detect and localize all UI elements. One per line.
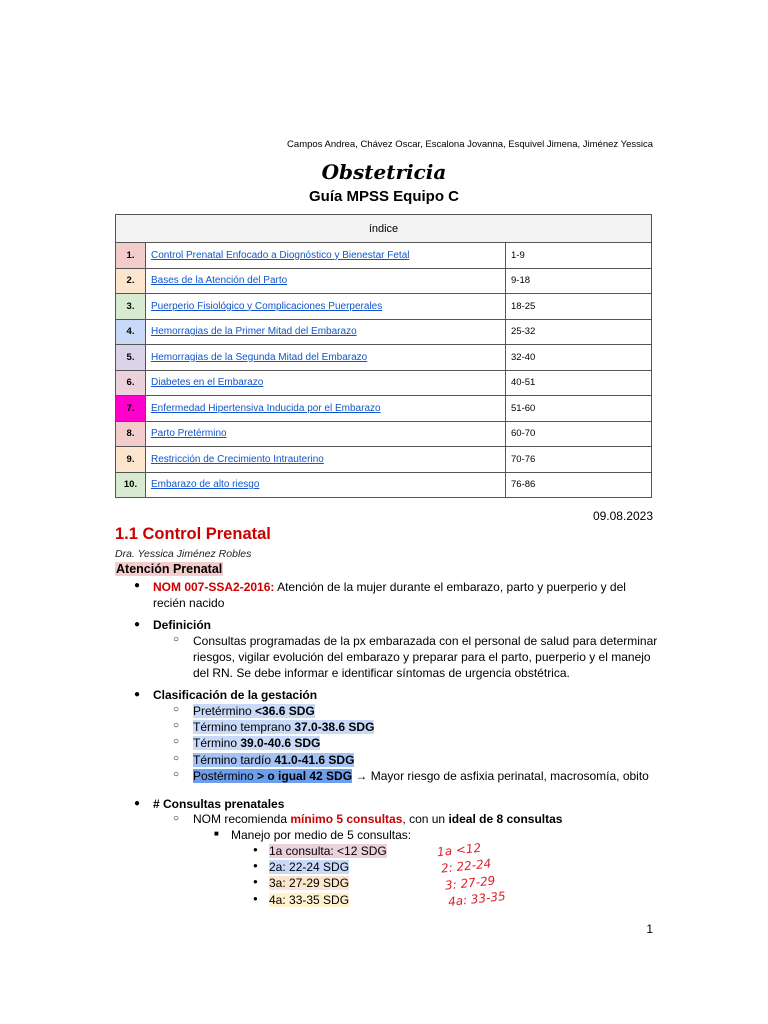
nom-rec-mid: , con un <box>402 812 449 826</box>
handwritten-note: 3: 27-29 <box>444 873 496 893</box>
index-number: 5. <box>116 345 146 371</box>
consultation-text: 1a consulta: <12 SDG <box>269 844 387 858</box>
index-heading: índice <box>116 215 652 243</box>
nom-rec-minimum: mínimo 5 consultas <box>290 812 403 826</box>
document-subtitle: Guía MPSS Equipo C <box>308 188 459 205</box>
circle-bullet: ○ <box>173 736 180 748</box>
index-link[interactable]: Bases de la Atención del Parto <box>151 275 288 287</box>
circle-bullet: ○ <box>173 720 180 732</box>
nom-text-2: recién nacido <box>153 596 225 610</box>
classification-term: Término temprano <box>193 720 295 735</box>
index-link[interactable]: Enfermedad Hipertensiva Inducida por el Embarazo <box>151 402 381 414</box>
nom-rec-ideal: ideal de 8 consultas <box>448 812 563 826</box>
circle-bullet: ○ <box>173 813 180 824</box>
bullet-dot: ● <box>253 861 258 871</box>
index-entry <box>146 472 506 498</box>
authors-line: Campos Andrea, Chávez Oscar, Escalona Jovanna, Esquivel Jimena, Jiménez Yessica <box>287 139 653 150</box>
nom-paragraph <box>153 579 653 595</box>
classification-item <box>193 703 315 719</box>
classification-highlight <box>193 769 352 783</box>
index-row <box>116 421 652 447</box>
document-title: Obstetricia <box>321 160 447 184</box>
index-number: 9. <box>116 447 146 473</box>
index-pages: 1-9 <box>506 243 652 269</box>
bullet-dot: ● <box>253 877 258 887</box>
index-row <box>116 268 652 294</box>
handwritten-note: 2: 22-24 <box>440 856 492 876</box>
classification-term: Postérmino <box>193 768 258 783</box>
consultations-label: # Consultas prenatales <box>153 797 285 811</box>
nom-recommendation <box>193 811 562 827</box>
index-table <box>115 214 652 498</box>
bullet-dot: ● <box>253 845 258 854</box>
index-entry <box>146 396 506 422</box>
index-pages: 18-25 <box>506 294 652 320</box>
consultation-item <box>269 859 349 875</box>
classification-item <box>193 752 354 768</box>
handwritten-note: 1a <12 <box>436 840 482 860</box>
index-entry <box>146 268 506 294</box>
index-row <box>116 243 652 269</box>
index-row <box>116 294 652 320</box>
page-number: 1 <box>646 922 653 936</box>
index-entry <box>146 345 506 371</box>
circle-bullet: ○ <box>173 704 180 715</box>
bullet-dot: ● <box>134 580 141 591</box>
index-number: 6. <box>116 370 146 396</box>
index-number: 3. <box>116 294 146 320</box>
consultation-item <box>269 892 349 908</box>
bullet-dot: ● <box>134 619 141 630</box>
index-link[interactable]: Control Prenatal Enfocado a Diognóstico y Bienestar Fetal <box>151 249 410 261</box>
classification-label: Clasificación de la gestación <box>153 688 318 702</box>
definition-label: Definición <box>153 618 212 632</box>
doctor-name: Dra. Yessica Jiménez Robles <box>115 548 252 560</box>
classification-range: 41.0-41.6 SDG <box>274 752 355 767</box>
consultation-item <box>269 843 387 859</box>
classification-item <box>193 719 374 735</box>
index-number: 2. <box>116 268 146 294</box>
index-entry <box>146 294 506 320</box>
index-pages: 32-40 <box>506 345 652 371</box>
section-title: 1.1 Control Prenatal <box>115 525 271 543</box>
index-pages: 40-51 <box>506 370 652 396</box>
consultation-text: 3a: 27-29 SDG <box>269 876 350 891</box>
classification-term: Término tardío <box>193 752 275 767</box>
classification-term: Pretérmino <box>193 704 256 718</box>
index-entry <box>146 447 506 473</box>
classification-range: <36.6 SDG <box>255 704 315 718</box>
square-bullet: ■ <box>214 829 219 838</box>
index-entry <box>146 370 506 396</box>
management-label: Manejo por medio de 5 consultas: <box>231 828 412 842</box>
definition-line-1: Consultas programadas de la px embarazada con el personal de salud para determinar <box>193 634 658 648</box>
classification-highlight <box>193 704 315 718</box>
consultation-text: 2a: 22-24 SDG <box>269 860 350 875</box>
index-pages: 25-32 <box>506 319 652 345</box>
index-row <box>116 370 652 396</box>
index-link[interactable]: Puerperio Fisiológico y Complicaciones Puerperales <box>151 300 383 312</box>
index-link[interactable]: Diabetes en el Embarazo <box>151 377 264 389</box>
nom-rec-prefix: NOM recomienda <box>193 812 291 826</box>
index-entry <box>146 319 506 345</box>
classification-range: > o igual 42 SDG <box>257 768 353 783</box>
index-pages: 9-18 <box>506 268 652 294</box>
consultation-text: 4a: 33-35 SDG <box>269 892 350 907</box>
index-link[interactable]: Embarazo de alto riesgo <box>151 479 260 491</box>
bullet-dot: ● <box>134 798 141 809</box>
index-number: 7. <box>116 396 146 422</box>
classification-highlight <box>193 736 320 750</box>
definition-line-3: del RN. Se debe informar e identificar síntomas de urgencia obstétrica. <box>193 666 570 680</box>
subsection-heading: Atención Prenatal <box>116 562 223 576</box>
circle-bullet: ○ <box>173 634 180 645</box>
bullet-dot: ● <box>253 893 258 903</box>
classification-item <box>193 735 320 751</box>
classification-range: 39.0-40.6 SDG <box>240 736 321 751</box>
index-link[interactable]: Restricción de Crecimiento Intrauterino <box>151 453 324 465</box>
date-label: 09.08.2023 <box>592 509 653 523</box>
index-number: 10. <box>116 472 146 498</box>
bullet-dot: ● <box>134 689 141 700</box>
index-row <box>116 472 652 498</box>
index-entry <box>146 243 506 269</box>
nom-text: Atención de la mujer durante el embarazo, parto y puerperio y del <box>277 580 626 594</box>
index-pages: 70-76 <box>506 447 652 473</box>
handwritten-note: 4a: 33-35 <box>447 889 507 909</box>
index-number: 4. <box>116 319 146 345</box>
circle-bullet: ○ <box>173 752 180 764</box>
index-row <box>116 447 652 473</box>
index-link[interactable]: Hemorragias de la Primer Mitad del Embarazo <box>151 326 357 338</box>
circle-bullet: ○ <box>173 768 180 780</box>
index-link[interactable]: Hemorragias de la Segunda Mitad del Embarazo <box>151 351 368 363</box>
classification-highlight <box>193 753 354 767</box>
index-link[interactable]: Parto Pretérmino <box>151 428 227 440</box>
consultation-item <box>269 875 349 891</box>
index-entry <box>146 421 506 447</box>
definition-line-2: riesgos, vigilar evolución del embarazo y preparar para el parto, puerperio y el manejo <box>193 650 651 664</box>
index-pages: 76-86 <box>506 472 652 498</box>
classification-highlight <box>193 720 374 734</box>
index-row <box>116 319 652 345</box>
classification-range: 37.0-38.6 SDG <box>294 720 375 735</box>
classification-item <box>193 768 649 784</box>
index-number: 8. <box>116 421 146 447</box>
index-number: 1. <box>116 243 146 269</box>
classification-term: Término <box>193 736 241 751</box>
postterm-note: → Mayor riesgo de asfixia perinatal, macrosomía, obito <box>352 768 649 783</box>
index-row <box>116 345 652 371</box>
index-row <box>116 396 652 422</box>
nom-label: NOM 007-SSA2-2016: <box>153 580 275 594</box>
index-pages: 51-60 <box>506 396 652 422</box>
index-pages: 60-70 <box>506 421 652 447</box>
